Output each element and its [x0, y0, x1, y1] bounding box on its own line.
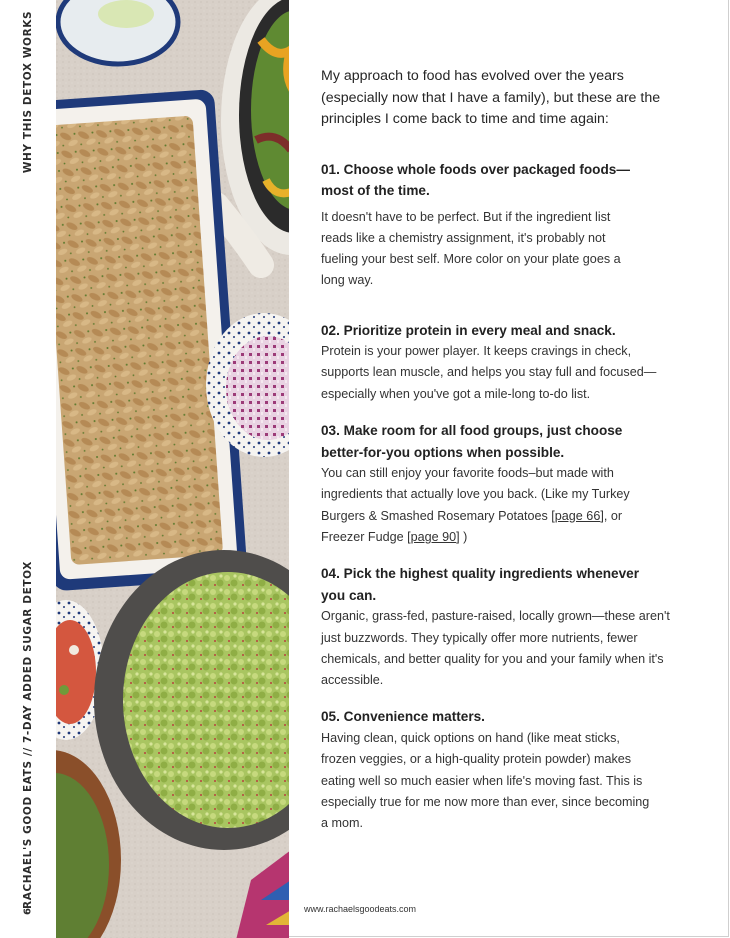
principle-02	[321, 320, 691, 405]
principle-title: 01. Choose whole foods over packaged foods— most of the time.	[321, 161, 630, 198]
principle-body-text: ] )	[456, 529, 468, 544]
intro-paragraph: My approach to food has evolved over the years (especially now that I have a family), but these are the principles I come back to time and time again:	[321, 68, 661, 127]
food-photo	[56, 0, 289, 938]
principle-title: 03. Make room for all food groups, just choose better-for-you options when possible.	[321, 423, 623, 460]
principle-title: 05. Convenience matters.	[321, 709, 485, 725]
page-66-link[interactable]: page 66	[554, 508, 601, 523]
principle-03	[321, 420, 691, 548]
principle-04	[321, 563, 691, 691]
principle-title: 04. Pick the highest quality ingredients whenever you can.	[321, 566, 640, 603]
section-label: WHY THIS DETOX WORKS	[22, 10, 34, 174]
principle-01	[321, 159, 691, 292]
page-number: 6	[22, 908, 34, 915]
principle-body-text: ], or Freezer Fudge [	[321, 508, 623, 544]
principle-body: Protein is your power player. It keeps cravings in check, supports lean muscle, and helps you stay full and focused— especially when you've got a mile-long to-do list.	[321, 344, 657, 401]
principle-body: Having clean, quick options on hand (like meat sticks, frozen veggies, or a high-quality protein powder) makes eating well so much easier when life's moving fast. This is especially true for me now more than ever, since becoming a mom.	[321, 730, 650, 831]
footer-website-link[interactable]: www.rachaelsgoodeats.com	[304, 904, 417, 914]
principle-05	[321, 706, 691, 834]
principles-content	[321, 66, 691, 834]
page-90-link[interactable]: page 90	[410, 529, 457, 544]
principle-body: It doesn't have to be perfect. But if the ingredient list reads like a chemistry assignment, it's probably not fueling your best self. More color on your plate goes a long way.	[321, 209, 621, 288]
principle-body: Organic, grass-fed, pasture-raised, locally grown—these aren't just buzzwords. They typically offer more nutrients, fewer chemicals, and better quality for you and your family when it's accessible.	[321, 609, 670, 688]
page-spine	[0, 0, 56, 938]
book-title-label: RACHAEL'S GOOD EATS // 7-DAY ADDED SUGAR DETOX	[22, 561, 34, 909]
principle-body	[321, 463, 646, 548]
principle-body-text: You can still enjoy your favorite foods–but made with ingredients that actually love you back. (Like my Turkey Burgers & Smashed Rosemary Potatoes [	[321, 466, 630, 523]
principle-title: 02. Prioritize protein in every meal and snack.	[321, 322, 616, 338]
